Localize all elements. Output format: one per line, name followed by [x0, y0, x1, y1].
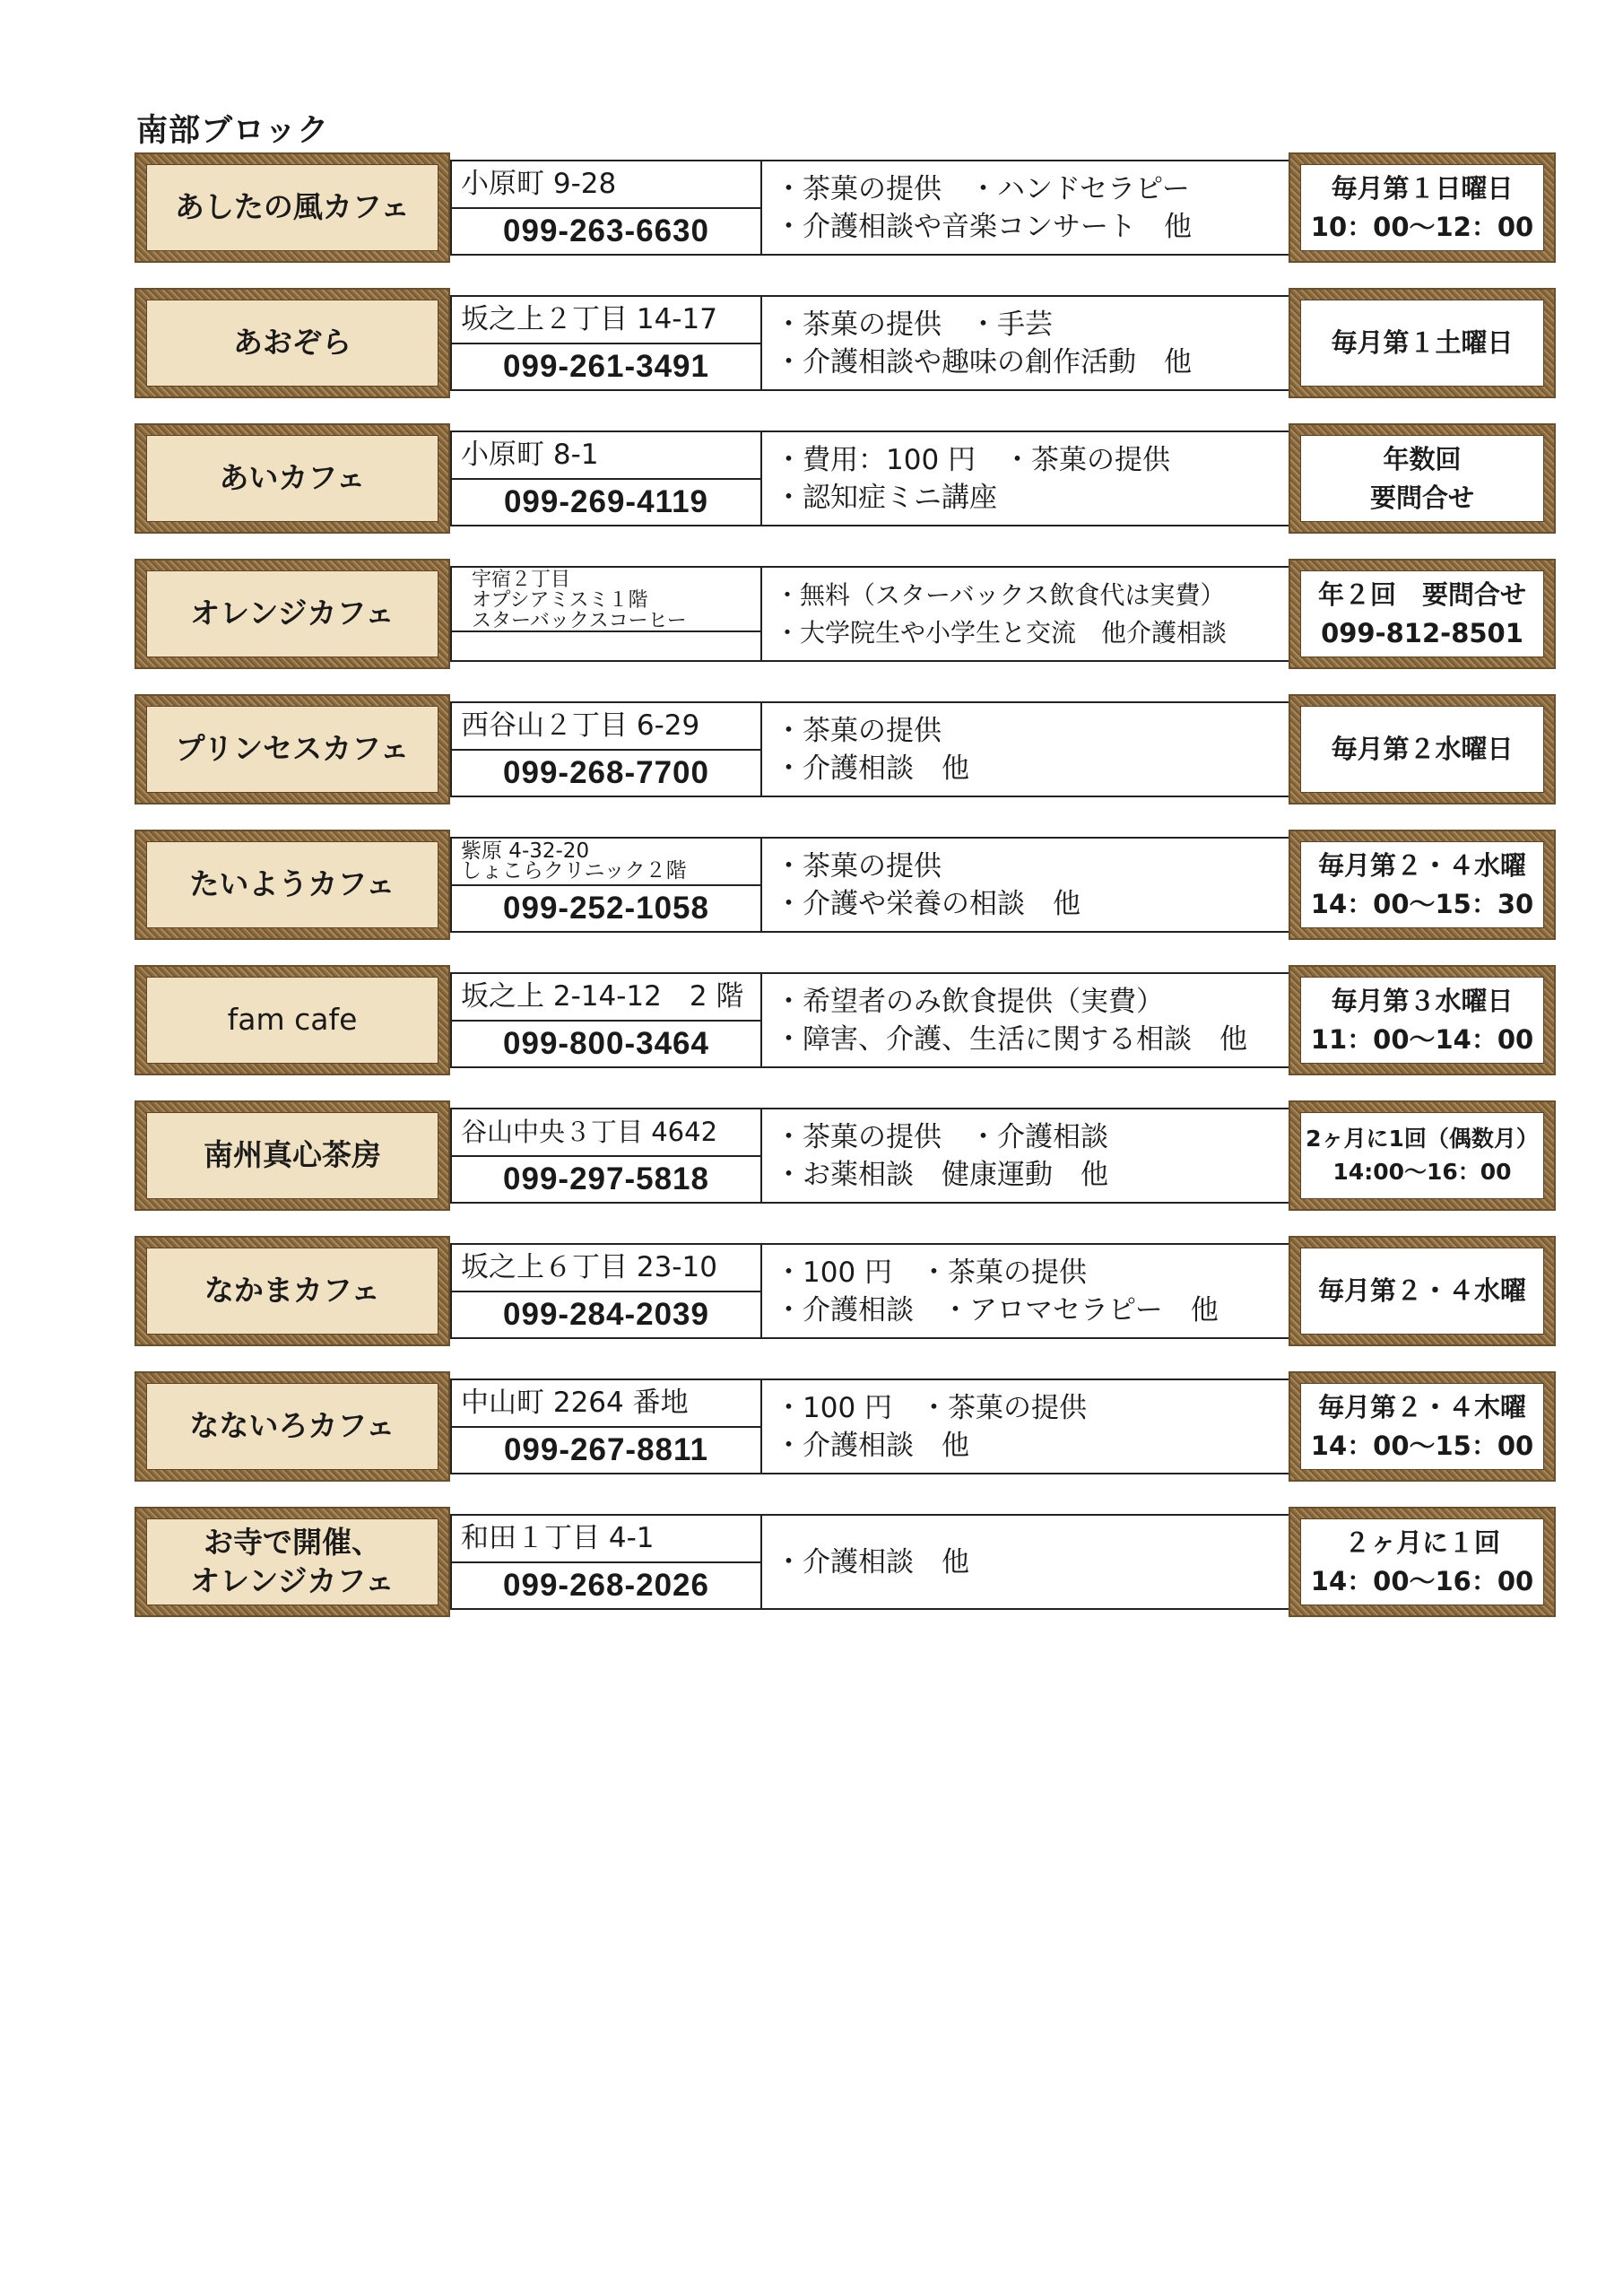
cafe-name-frame [135, 965, 450, 1075]
cafe-contact [450, 1514, 760, 1610]
description-line: ・介護相談や趣味の創作活動 他 [775, 345, 1192, 378]
cafe-phone: 099-268-2026 [503, 1568, 709, 1603]
cafe-phone: 099-800-3464 [503, 1026, 709, 1061]
cafe-description [760, 430, 1289, 526]
section-title: 南部ブロック [136, 113, 330, 149]
cafe-address: 谷山中央３丁目 4642 [452, 1109, 760, 1157]
cafe-name: 南州真心茶房 [146, 1112, 438, 1199]
cafe-contact [450, 160, 760, 256]
cafe-contact [450, 295, 760, 391]
cafe-name: あしたの風カフェ [146, 164, 438, 251]
cafe-contact [450, 972, 760, 1068]
cafe-contact [450, 1378, 760, 1474]
cafe-row [135, 1371, 1556, 1482]
description-line: ・障害、介護、生活に関する相談 他 [775, 1022, 1247, 1056]
description-line: ・茶菓の提供 [775, 714, 942, 747]
cafe-contact [450, 701, 760, 797]
cafe-schedule: 毎月第１土曜日 [1300, 300, 1544, 387]
cafe-row [135, 694, 1556, 804]
description-line: ・介護相談 他 [775, 1545, 969, 1578]
cafe-contact [450, 566, 760, 662]
description-line: ・介護相談 ・アロマセラピー 他 [775, 1293, 1219, 1326]
cafe-name: なないろカフェ [146, 1383, 438, 1470]
cafe-description [760, 1108, 1289, 1204]
cafe-description [760, 160, 1289, 256]
cafe-row [135, 1100, 1556, 1211]
cafe-schedule-frame [1289, 1236, 1556, 1346]
cafe-schedule-frame [1289, 423, 1556, 534]
cafe-name-frame [135, 1507, 450, 1617]
cafe-row [135, 1507, 1556, 1617]
description-line: ・介護相談 他 [775, 1429, 969, 1462]
cafe-phone: 099-267-8811 [503, 1432, 709, 1467]
description-line: ・介護相談 他 [775, 752, 969, 785]
description-line: ・茶菓の提供 [775, 849, 942, 883]
cafe-phone: 099-252-1058 [503, 891, 709, 926]
cafe-name-frame [135, 694, 450, 804]
cafe-schedule-frame [1289, 1507, 1556, 1617]
cafe-name: お寺で開催、 オレンジカフェ [146, 1518, 438, 1605]
cafe-schedule-frame [1289, 1371, 1556, 1482]
cafe-schedule: 毎月第１日曜日 10：00～12：00 [1300, 164, 1544, 251]
description-line: ・お薬相談 健康運動 他 [775, 1158, 1108, 1191]
description-line: ・介護相談や音楽コンサート 他 [775, 210, 1192, 243]
cafe-name: オレンジカフェ [146, 570, 438, 657]
cafe-row [135, 152, 1556, 263]
cafe-address: 西谷山２丁目 6-29 [452, 703, 760, 751]
cafe-name: あいカフェ [146, 435, 438, 522]
cafe-name: たいようカフェ [146, 841, 438, 928]
description-line: ・茶菓の提供 ・介護相談 [775, 1120, 1108, 1153]
cafe-description [760, 295, 1289, 391]
cafe-phone: 099-284-2039 [503, 1297, 709, 1332]
cafe-schedule: 年数回 要問合せ [1300, 435, 1544, 522]
cafe-description [760, 566, 1289, 662]
cafe-address: 中山町 2264 番地 [452, 1380, 760, 1428]
cafe-schedule-frame [1289, 152, 1556, 263]
cafe-name: プリンセスカフェ [146, 706, 438, 793]
description-line: ・100 円 ・茶菓の提供 [775, 1256, 1088, 1289]
description-line: ・介護や栄養の相談 他 [775, 887, 1081, 920]
cafe-address: 和田１丁目 4-1 [452, 1516, 760, 1563]
cafe-phone: 099-269-4119 [503, 484, 709, 519]
cafe-schedule-frame [1289, 830, 1556, 940]
cafe-row [135, 423, 1556, 534]
description-line: ・認知症ミニ講座 [775, 481, 997, 514]
cafe-address: 坂之上２丁目 14-17 [452, 297, 760, 344]
cafe-schedule-frame [1289, 965, 1556, 1075]
cafe-description [760, 701, 1289, 797]
cafe-name: あおぞら [146, 300, 438, 387]
cafe-schedule: 2ヶ月に1回（偶数月） 14:00～16：00 [1300, 1112, 1544, 1199]
cafe-schedule: 毎月第２水曜日 [1300, 706, 1544, 793]
cafe-schedule: ２ヶ月に１回 14：00～16：00 [1300, 1518, 1544, 1605]
cafe-schedule: 毎月第２・４水曜 14：00～15：30 [1300, 841, 1544, 928]
cafe-phone: 099-261-3491 [503, 349, 709, 384]
cafe-phone: 099-268-7700 [503, 755, 709, 790]
cafe-address: 坂之上６丁目 23-10 [452, 1245, 760, 1292]
cafe-schedule: 毎月第２・４水曜 [1300, 1248, 1544, 1335]
cafe-name-frame [135, 152, 450, 263]
description-line: ・100 円 ・茶菓の提供 [775, 1391, 1088, 1424]
cafe-description [760, 972, 1289, 1068]
cafe-contact [450, 837, 760, 933]
cafe-address: 小原町 8-1 [452, 432, 760, 480]
cafe-phone [452, 632, 760, 660]
cafe-schedule-frame [1289, 288, 1556, 398]
cafe-schedule: 年２回 要問合せ 099-812-8501 [1300, 570, 1544, 657]
cafe-name-frame [135, 830, 450, 940]
cafe-address: 小原町 9-28 [452, 161, 760, 209]
description-line: ・茶菓の提供 ・ハンドセラピー [775, 172, 1190, 205]
cafe-name-frame [135, 288, 450, 398]
cafe-description [760, 1378, 1289, 1474]
description-line: ・希望者のみ飲食提供（実費） [775, 985, 1164, 1018]
cafe-description [760, 1514, 1289, 1610]
cafe-name-frame [135, 1100, 450, 1211]
cafe-name-frame [135, 1371, 450, 1482]
cafe-address: 宇宿２丁目 オプシアミスミ１階 スターバックスコーヒー [452, 568, 760, 632]
cafe-contact [450, 430, 760, 526]
description-line: ・無料（スターバックス飲食代は実費） [775, 579, 1226, 610]
cafe-row [135, 1236, 1556, 1346]
cafe-name-frame [135, 423, 450, 534]
description-line: ・費用：100 円 ・茶菓の提供 [775, 443, 1171, 476]
cafe-list [135, 152, 1556, 1642]
cafe-schedule-frame [1289, 1100, 1556, 1211]
description-line: ・茶菓の提供 ・手芸 [775, 308, 1053, 341]
cafe-name-frame [135, 559, 450, 669]
cafe-contact [450, 1243, 760, 1339]
cafe-description [760, 1243, 1289, 1339]
cafe-name: fam cafe [146, 977, 438, 1064]
cafe-address: 紫原 4-32-20 しょこらクリニック２階 [452, 839, 760, 886]
cafe-phone: 099-297-5818 [503, 1161, 709, 1196]
cafe-contact [450, 1108, 760, 1204]
cafe-description [760, 837, 1289, 933]
cafe-schedule: 毎月第３水曜日 11：00～14：00 [1300, 977, 1544, 1064]
cafe-name: なかまカフェ [146, 1248, 438, 1335]
cafe-row [135, 830, 1556, 940]
cafe-row [135, 965, 1556, 1075]
cafe-address: 坂之上 2-14-12 2 階 [452, 974, 760, 1022]
cafe-schedule: 毎月第２・４木曜 14：00～15：00 [1300, 1383, 1544, 1470]
cafe-phone: 099-263-6630 [503, 213, 709, 248]
cafe-schedule-frame [1289, 559, 1556, 669]
cafe-schedule-frame [1289, 694, 1556, 804]
cafe-name-frame [135, 1236, 450, 1346]
cafe-row [135, 288, 1556, 398]
description-line: ・大学院生や小学生と交流 他介護相談 [775, 617, 1228, 648]
cafe-row [135, 559, 1556, 669]
